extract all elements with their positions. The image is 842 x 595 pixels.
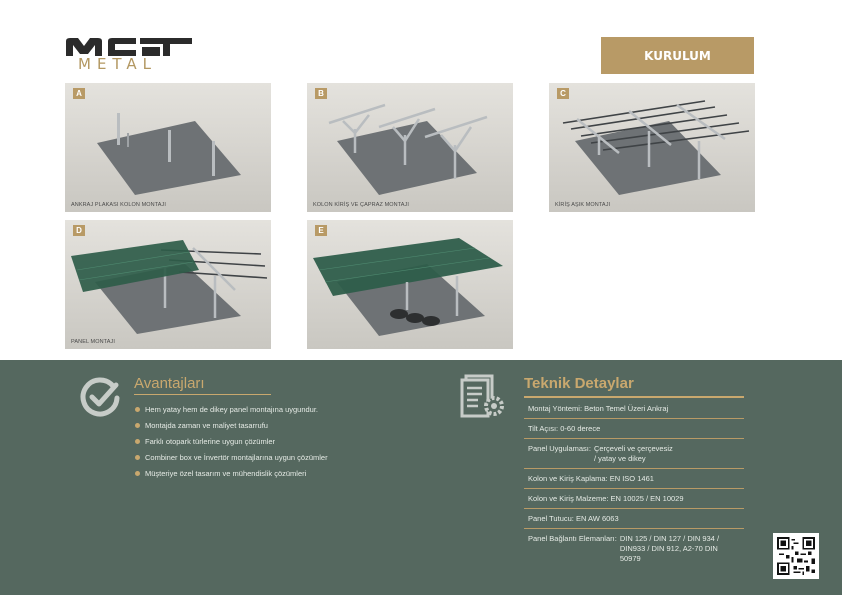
step-badge: C (557, 88, 569, 99)
row-label: Montaj Yöntemi: (528, 404, 583, 413)
technical-table (524, 399, 744, 568)
table-row (524, 419, 744, 439)
step-caption: ANKRAJ PLAKASI KOLON MONTAJI (71, 202, 166, 208)
step-caption: KİRİŞ AŞIK MONTAJI (555, 202, 611, 208)
advantages-divider (134, 394, 271, 395)
list-item: Montajda zaman ve maliyet tasarrufu (135, 420, 328, 436)
step-d-panel (65, 220, 271, 349)
step-e-panel (307, 220, 513, 349)
row-label: Kolon ve Kiriş Malzeme: (528, 494, 609, 503)
list-item: Combiner box ve İnvertör montajlarına uygun çözümler (135, 452, 328, 468)
row-value: DIN 125 / DIN 127 / DIN 934 / DIN933 / DIN 912, A2-70 DIN 50979 (619, 534, 720, 563)
row-value: 0-60 derece (560, 424, 601, 433)
step-badge: E (315, 225, 327, 236)
qr-code[interactable] (773, 533, 819, 579)
step-e-render (307, 220, 513, 349)
step-b-render (307, 83, 513, 212)
row-label: Kolon ve Kiriş Kaplama: (528, 474, 608, 483)
technical-title: Teknik Detaylar (524, 375, 634, 392)
list-item: Farklı otopark türlerine uygun çözümler (135, 436, 328, 452)
table-row (524, 399, 744, 419)
table-row (524, 509, 744, 529)
step-d-render (65, 220, 271, 349)
qr-code-icon (777, 537, 815, 575)
step-caption: KOLON KİRİŞ VE ÇAPRAZ MONTAJI (313, 202, 410, 208)
row-value: Çerçeveli ve çerçevesiz / yatay ve dikey (593, 444, 673, 463)
table-row (524, 489, 744, 509)
row-value: Beton Temel Üzeri Ankraj (584, 404, 669, 413)
section-banner: KURULUM (601, 37, 754, 74)
advantages-list (135, 404, 328, 484)
advantages-title: Avantajları (134, 375, 205, 392)
check-circle-icon (80, 376, 122, 418)
technical-divider (524, 396, 744, 398)
list-item: Müşteriye özel tasarım ve mühendislik çözümleri (135, 468, 328, 484)
step-badge: B (315, 88, 327, 99)
step-a-panel (65, 83, 271, 212)
step-badge: A (73, 88, 85, 99)
document-gear-icon (460, 374, 508, 420)
step-badge: D (73, 225, 85, 236)
step-c-render (549, 83, 755, 212)
row-label: Tilt Açısı: (528, 424, 559, 433)
step-b-panel (307, 83, 513, 212)
table-row (524, 529, 744, 568)
step-caption: PANEL MONTAJI (71, 339, 115, 345)
step-c-panel (549, 83, 755, 212)
row-label: Panel Tutucu: (528, 514, 574, 523)
row-label: Panel Bağlantı Elemanları: (528, 534, 617, 543)
step-a-render (65, 83, 271, 212)
logo-sub-text: METAL (78, 55, 158, 73)
row-value: EN 10025 / EN 10029 (610, 494, 684, 503)
table-row (524, 469, 744, 489)
list-item: Hem yatay hem de dikey panel montajına uygundur. (135, 404, 328, 420)
row-value: EN AW 6063 (575, 514, 619, 523)
row-value: EN ISO 1461 (609, 474, 654, 483)
brand-logo (64, 36, 196, 72)
row-label: Panel Uygulaması: (528, 444, 591, 453)
table-row (524, 439, 744, 469)
